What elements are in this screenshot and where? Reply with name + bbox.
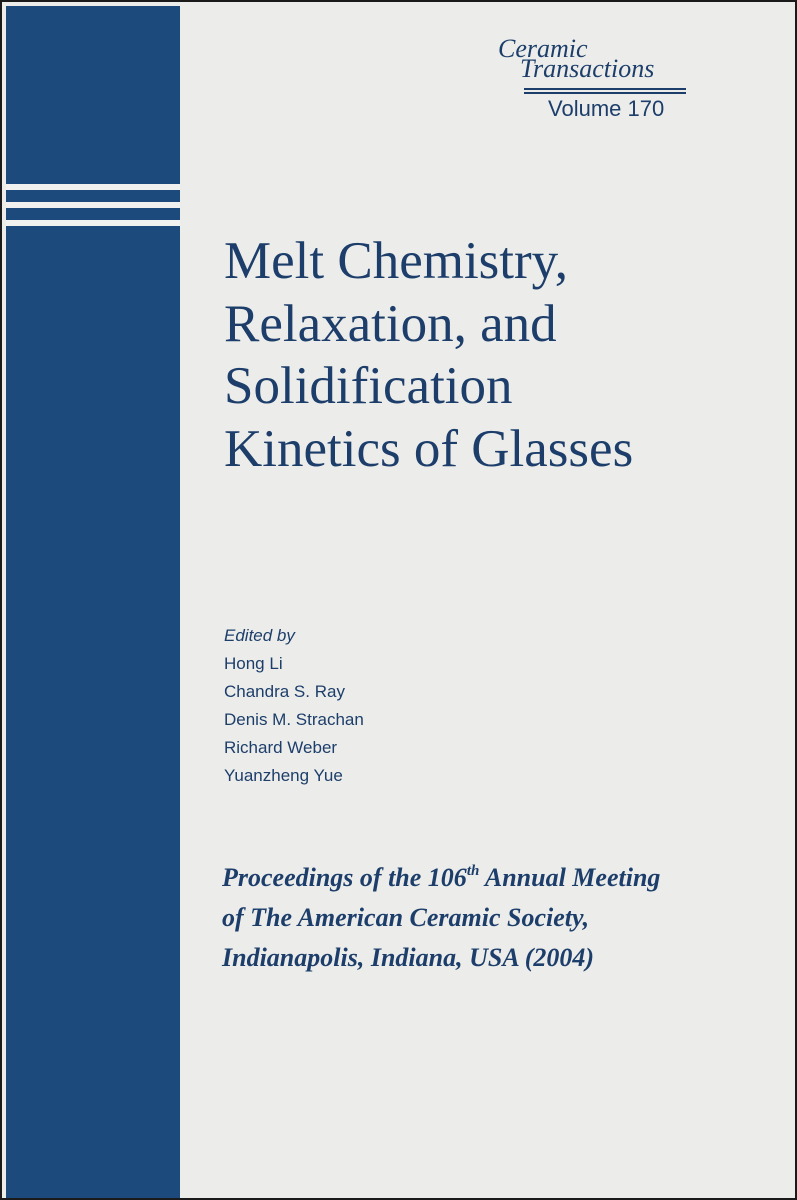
proceedings-line-3: Indianapolis, Indiana, USA (2004) [222, 943, 595, 972]
series-name-line2: Transactions [520, 54, 655, 83]
edited-by-label: Edited by [224, 626, 295, 645]
proceedings-line-1 [222, 858, 782, 898]
editor-name: Hong Li [224, 654, 283, 673]
series-rule [524, 92, 686, 94]
spine-stripe [6, 184, 180, 190]
series-rule [524, 88, 686, 90]
series-logo [464, 30, 694, 130]
editor-name: Yuanzheng Yue [224, 766, 343, 785]
book-title [224, 230, 784, 480]
editor-name: Chandra S. Ray [224, 682, 345, 701]
series-name-line1: Ceramic [498, 34, 588, 63]
spine-stripe [6, 220, 180, 226]
title-line: Melt Chemistry, [224, 232, 568, 290]
volume-number: Volume 170 [548, 96, 665, 121]
proceedings-subtitle [222, 858, 782, 978]
title-line: Kinetics of Glasses [224, 419, 634, 478]
proceedings-line-1-post: Annual Meeting [479, 863, 661, 892]
spine-stripe [6, 202, 180, 208]
editor-name: Denis M. Strachan [224, 710, 364, 729]
proceedings-line-1-pre: Proceedings of the 106 [222, 863, 467, 892]
title-line: Relaxation, and [224, 294, 557, 353]
editors-block [224, 622, 624, 790]
editor-name: Richard Weber [224, 738, 338, 757]
ordinal-suffix: th [466, 863, 480, 879]
proceedings-line-2: of The American Ceramic Society, [222, 903, 590, 932]
title-line: Solidification [224, 357, 513, 416]
